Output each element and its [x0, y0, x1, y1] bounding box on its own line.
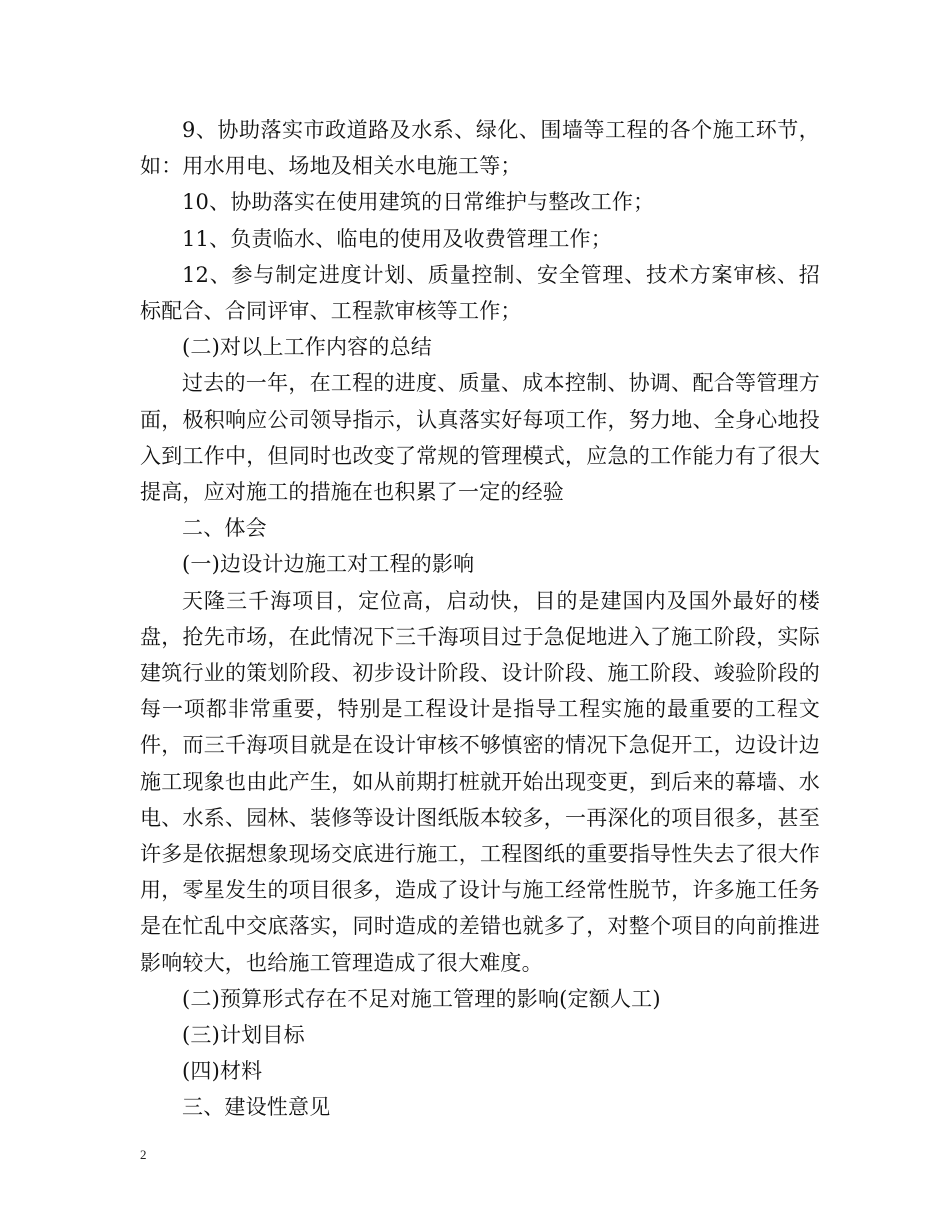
- paragraph-item-12: 12、参与制定进度计划、质量控制、安全管理、技术方案审核、招标配合、合同评审、工程款审核等工作；: [140, 262, 820, 324]
- paragraph-item-10: 10、协助落实在使用建筑的日常维护与整改工作；: [182, 190, 655, 215]
- subheading-summary: (二)对以上工作内容的总结: [182, 335, 432, 360]
- section-heading-experience: 二、体会: [182, 516, 267, 541]
- subheading-design-construction: (一)边设计边施工对工程的影响: [182, 552, 475, 577]
- page-number: 2: [140, 1147, 147, 1162]
- subheading-budget: (二)预算形式存在不足对施工管理的影响(定额人工): [182, 986, 661, 1011]
- paragraph-project-description: 天隆三千海项目，定位高，启动快，目的是建国内及国外最好的楼盘，抢先市场，在此情况下三千海项目过于急促地进入了施工阶段，实际建筑行业的策划阶段、初步设计阶段、设计阶段、施工阶段、竣验阶段的每一项都非常重要，特别是工程设计是指导工程实施的最重要的工程文件，而三千海项目就是在设计审核不够慎密的情况下急促开工，边设计边施工现象也由此产生，如从前期打桩就开始出现变更，到后来的幕墙、水电、水系、园林、装修等设计图纸版本较多，一再深化的项目很多，甚至许多是依据想象现场交底进行施工，工程图纸的重要指导性失去了很大作用，零星发生的项目很多，造成了设计与施工经常性脱节，许多施工任务是在忙乱中交底落实，同时造成的差错也就多了，对整个项目的向前推进影响较大，也给施工管理造成了很大难度。: [140, 588, 820, 975]
- section-heading-suggestions: 三、建设性意见: [182, 1095, 331, 1120]
- document-body: [140, 112, 820, 1126]
- paragraph-item-9: 9、协助落实市政道路及水系、绿化、围墙等工程的各个施工环节，如：用水用电、场地及相关水电施工等；: [140, 118, 820, 179]
- subheading-plan-target: (三)计划目标: [182, 1023, 305, 1048]
- paragraph-summary: 过去的一年，在工程的进度、质量、成本控制、协调、配合等管理方面，极积响应公司领导指示，认真落实好每项工作，努力地、全身心地投入到工作中，但同时也改变了常规的管理模式，应急的工作能力有了很大提高，应对施工的措施在也积累了一定的经验: [140, 371, 820, 505]
- subheading-materials: (四)材料: [182, 1059, 263, 1084]
- paragraph-item-11: 11、负责临水、临电的使用及收费管理工作；: [182, 226, 612, 251]
